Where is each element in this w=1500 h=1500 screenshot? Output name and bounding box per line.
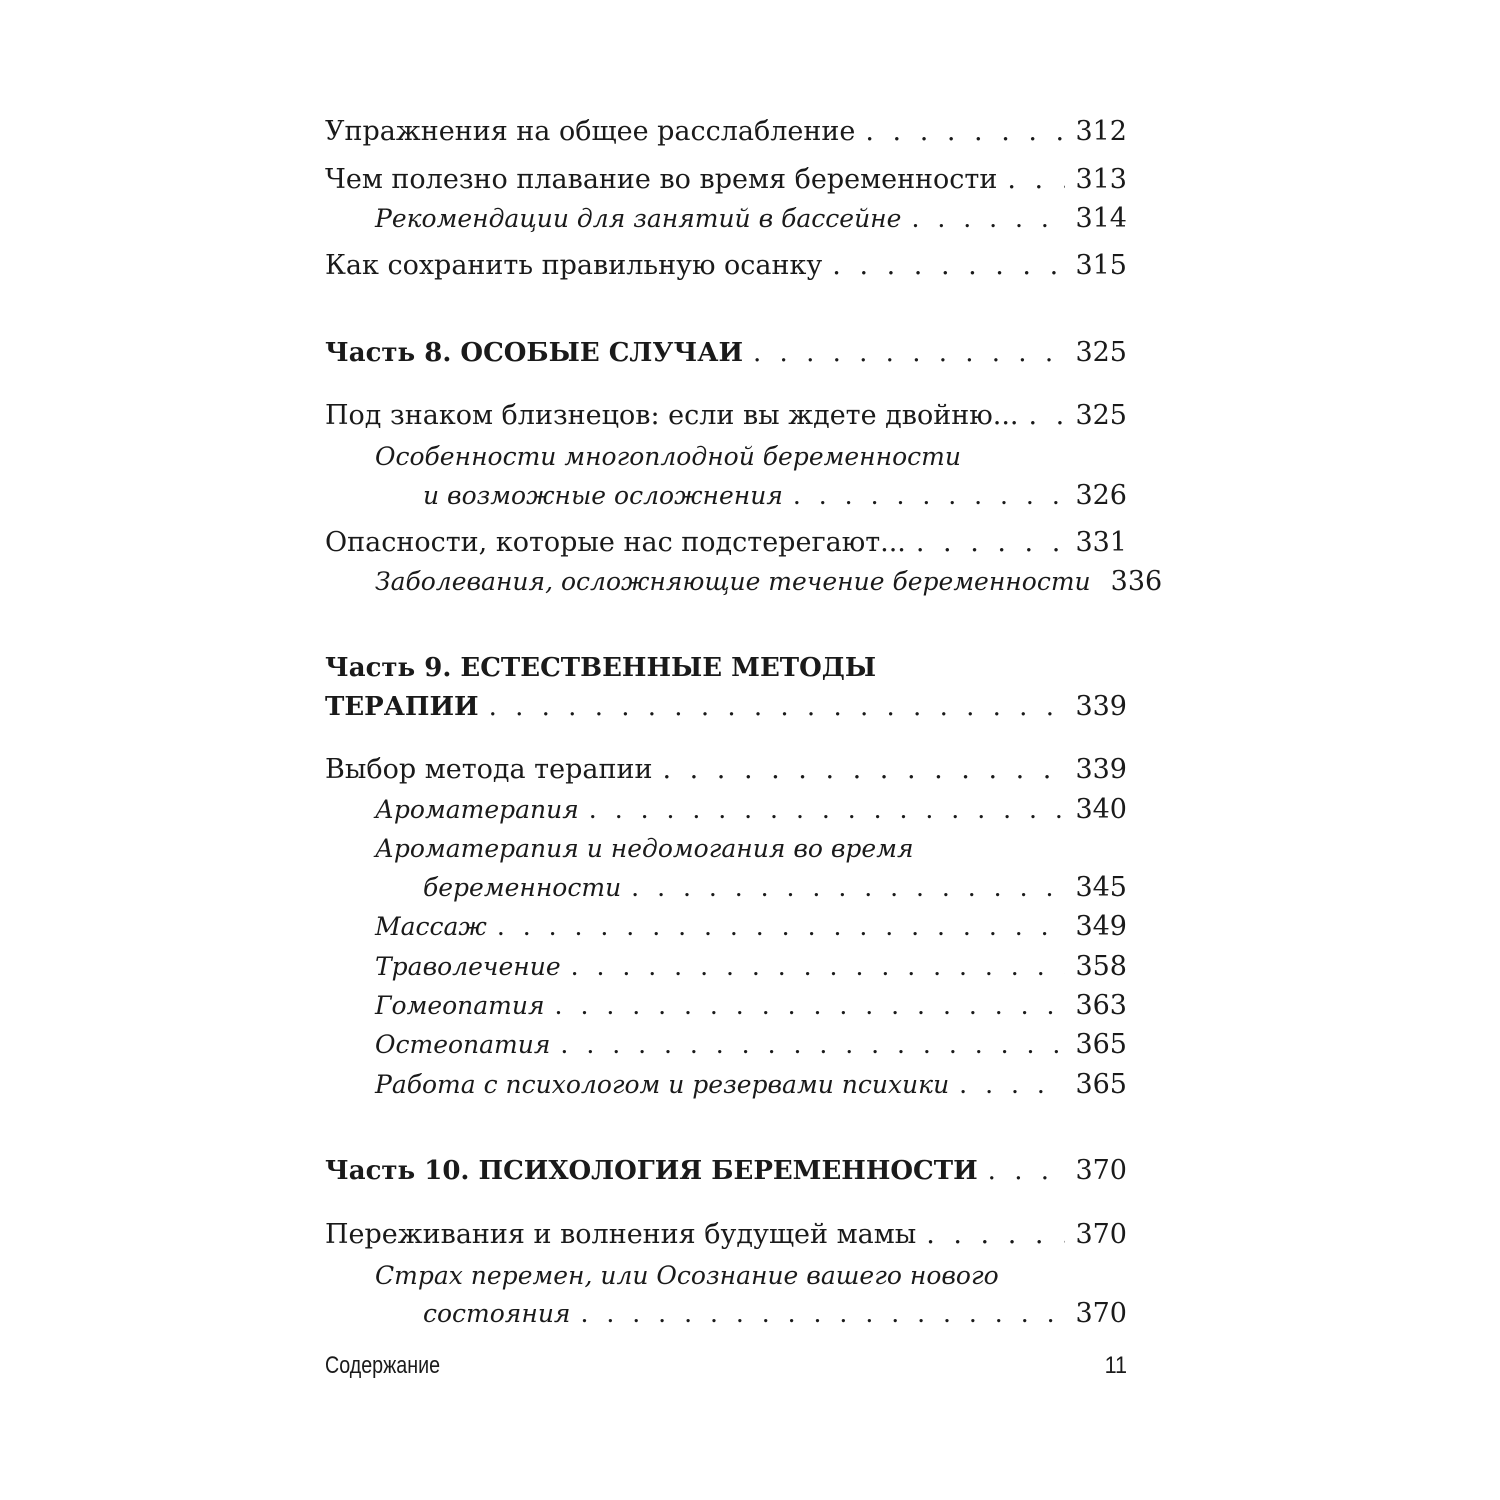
dot-leader: [581, 1297, 1066, 1331]
toc-entry-title: Траволечение: [375, 952, 561, 981]
dot-leader: [959, 1068, 1065, 1102]
toc-subentry: [375, 1068, 1127, 1102]
dot-leader: [988, 1154, 1066, 1188]
toc-entry-title: Ароматерапия и недомогания во время: [375, 834, 914, 863]
toc-page-number: 331: [1075, 527, 1127, 558]
dot-leader: [571, 950, 1066, 984]
toc-page-number: 370: [1075, 1219, 1127, 1250]
toc-entry-title: Остеопатия: [375, 1030, 551, 1059]
toc-page-number: 313: [1075, 164, 1127, 195]
toc-page-number: 365: [1075, 1069, 1127, 1100]
toc-subentry: [375, 202, 1127, 236]
toc-entry-title: и возможные осложнения: [423, 481, 783, 510]
dot-leader: [497, 910, 1066, 944]
toc-page-number: 363: [1075, 990, 1127, 1021]
toc-page-number: 339: [1075, 754, 1127, 785]
toc-entry: [325, 115, 1127, 149]
toc-subentry-continuation: [423, 1297, 1127, 1331]
toc-entry-title: беременности: [423, 873, 622, 902]
toc-subentry: [375, 989, 1127, 1023]
toc-page-number: 325: [1075, 337, 1127, 368]
toc-subentry-continuation: [423, 871, 1127, 905]
toc-entry: [325, 399, 1127, 433]
toc-entry: [325, 249, 1127, 283]
toc-page-number: 339: [1075, 691, 1127, 722]
toc-subentry: [375, 565, 1163, 599]
toc-entry-title: Как сохранить правильную осанку: [325, 250, 823, 281]
dot-leader: [865, 115, 1065, 149]
toc-entry-title: Массаж: [375, 912, 487, 941]
toc-subentry-continuation: [423, 479, 1127, 513]
toc-part-title: ТЕРАПИИ: [325, 692, 479, 722]
dot-leader: [631, 871, 1065, 905]
toc-entry: [325, 753, 1127, 787]
toc-entry-title: Заболевания, осложняющие течение беременности: [375, 567, 1091, 596]
toc-entry-title: Выбор метода терапии: [325, 754, 653, 785]
toc-entry: [325, 526, 1127, 560]
dot-leader: [916, 526, 1066, 560]
toc-subentry: [375, 950, 1127, 984]
dot-leader: [793, 479, 1066, 513]
toc-page-number: 365: [1075, 1029, 1127, 1060]
toc-part-title: Часть 10. ПСИХОЛОГИЯ БЕРЕМЕННОСТИ: [325, 1156, 978, 1186]
toc-part-heading: [325, 1154, 1127, 1188]
toc-part-heading: [325, 336, 1127, 370]
toc-entry-title: Под знаком близнецов: если вы ждете двойню...: [325, 400, 1019, 431]
dot-leader: [1007, 163, 1065, 197]
toc-entry: [325, 1218, 1127, 1252]
toc-page-number: 336: [1110, 566, 1163, 597]
dot-leader: [832, 249, 1065, 283]
toc-subentry: [375, 832, 1127, 866]
dot-leader: [589, 793, 1066, 827]
dot-leader: [662, 753, 1065, 787]
toc-part-heading: [325, 651, 1127, 685]
toc-entry-title: Ароматерапия: [375, 795, 579, 824]
toc-subentry: [375, 1259, 1127, 1293]
toc-page-number: 370: [1075, 1155, 1127, 1186]
running-footer-title: Содержание: [325, 1352, 441, 1379]
toc-page-number: 358: [1075, 951, 1127, 982]
page-number: 11: [1104, 1352, 1127, 1379]
toc-page-number: 325: [1075, 400, 1127, 431]
toc-page-number: 314: [1075, 203, 1127, 234]
toc-entry-title: Работа с психологом и резервами психики: [375, 1070, 950, 1099]
toc-page-number: 326: [1075, 480, 1127, 511]
toc-page-number: 349: [1075, 911, 1127, 942]
toc-subentry: [375, 440, 1127, 474]
toc-subentry: [375, 1028, 1127, 1062]
dot-leader: [911, 202, 1065, 236]
toc-page-number: 340: [1075, 794, 1127, 825]
toc-entry-title: Опасности, которые нас подстерегают...: [325, 527, 906, 558]
toc-part-title: Часть 9. ЕСТЕСТВЕННЫЕ МЕТОДЫ: [325, 653, 877, 683]
toc-subentry: [375, 793, 1127, 827]
toc-entry-title: Особенности многоплодной беременности: [375, 442, 961, 471]
toc-entry-title: Гомеопатия: [375, 991, 545, 1020]
toc-page-number: 315: [1075, 250, 1127, 281]
toc-page-number: 345: [1075, 872, 1127, 903]
toc-entry-title: Чем полезно плавание во время беременности: [325, 164, 998, 195]
dot-leader: [753, 336, 1065, 370]
dot-leader: [1029, 399, 1066, 433]
toc-entry-title: Рекомендации для занятий в бассейне: [375, 204, 902, 233]
dot-leader: [555, 989, 1066, 1023]
toc-part-heading-continuation: [325, 690, 1127, 724]
dot-leader: [926, 1218, 1065, 1252]
toc-subentry: [375, 910, 1127, 944]
toc-entry-title: Страх перемен, или Осознание вашего нового: [375, 1261, 999, 1290]
dot-leader: [560, 1028, 1065, 1062]
toc-page-number: 312: [1075, 116, 1127, 147]
toc-part-title: Часть 8. ОСОБЫЕ СЛУЧАИ: [325, 338, 744, 368]
toc-entry: [325, 163, 1127, 197]
toc-entry-title: состояния: [423, 1299, 571, 1328]
toc-entry-title: Переживания и волнения будущей мамы: [325, 1219, 917, 1250]
toc-entry-title: Упражнения на общее расслабление: [325, 116, 856, 147]
dot-leader: [489, 690, 1066, 724]
toc-page-number: 370: [1075, 1298, 1127, 1329]
